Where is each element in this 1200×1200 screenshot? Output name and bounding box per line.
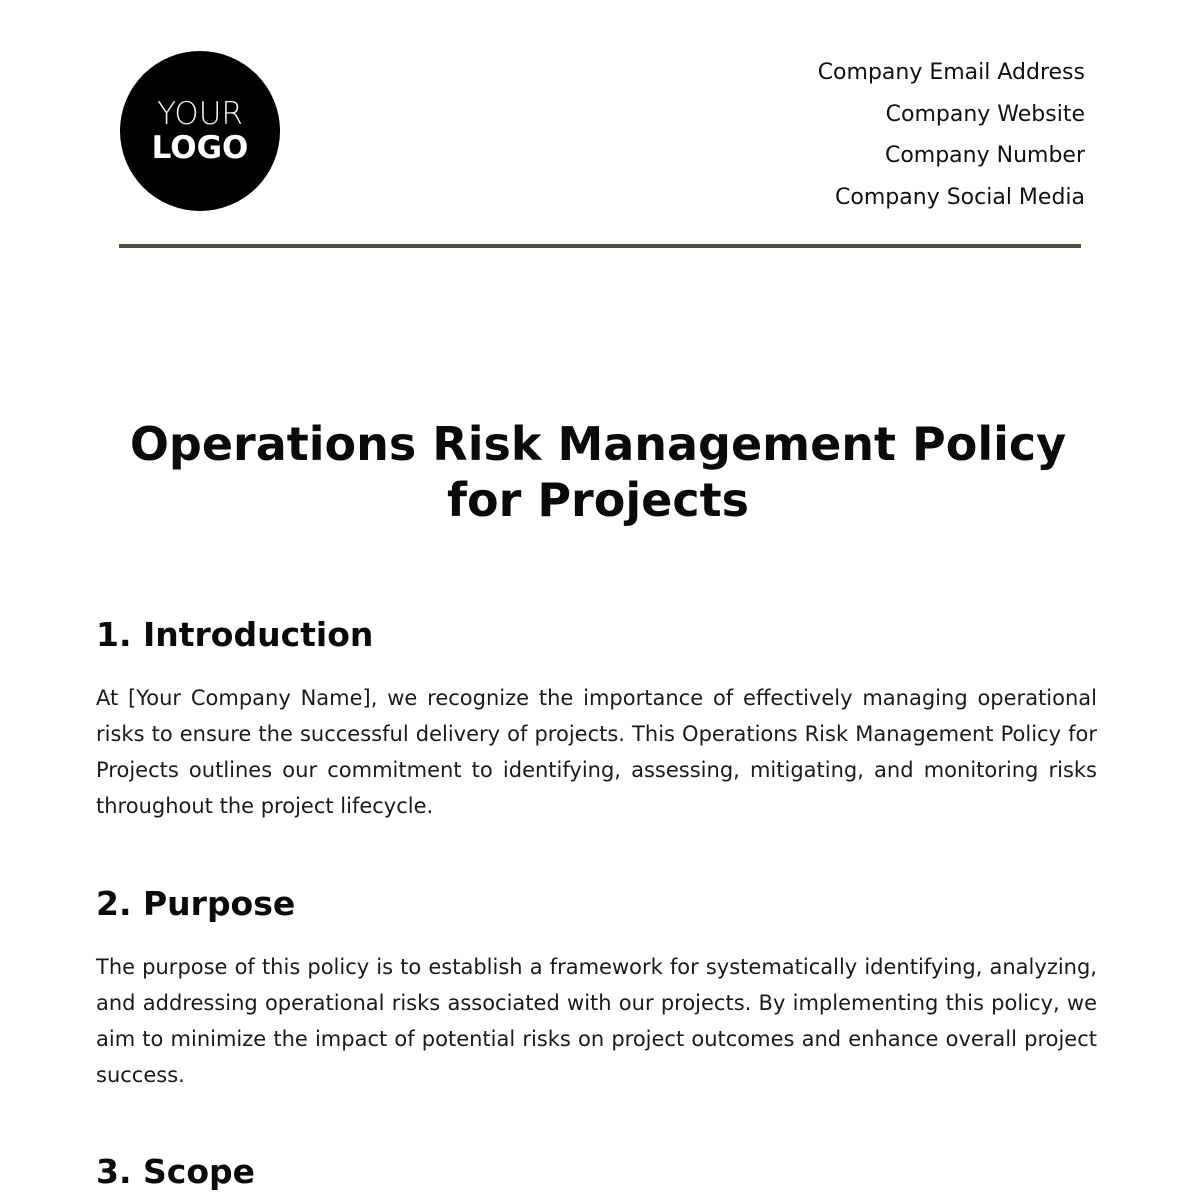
company-website: Company Website [885, 101, 1085, 127]
logo-text-line1: YOUR [157, 96, 243, 132]
header-divider [119, 244, 1081, 248]
company-email: Company Email Address [817, 60, 1085, 85]
company-contact-block [818, 52, 1085, 219]
logo-text-line2: LOGO [151, 130, 249, 166]
company-number: Company Number [884, 143, 1085, 169]
section-heading-scope: 3. Scope [96, 1152, 255, 1191]
section-body-purpose: The purpose of this policy is to establish a framework for systematically identifying, analyzing, and addressing operational risks associated with our projects. By implementing this policy, we aim to minimize the impact of potential risks on project outcomes and enhance overall project success. [96, 955, 1097, 1087]
company-social-media: Company Social Media [835, 185, 1085, 211]
section-heading-purpose: 2. Purpose [96, 884, 296, 923]
section-body-introduction: At [Your Company Name], we recognize the importance of effectively managing operational risks to ensure the successful delivery of projects. This Operations Risk Management Policy for Projects outlines our commitment to identifying, assessing, mitigating, and monitoring risks throughout the project lifecycle. [96, 686, 1097, 818]
section-heading-introduction: 1. Introduction [96, 615, 374, 654]
document-title: Operations Risk Management Policy for Projects [129, 417, 1067, 527]
company-logo [120, 51, 280, 211]
